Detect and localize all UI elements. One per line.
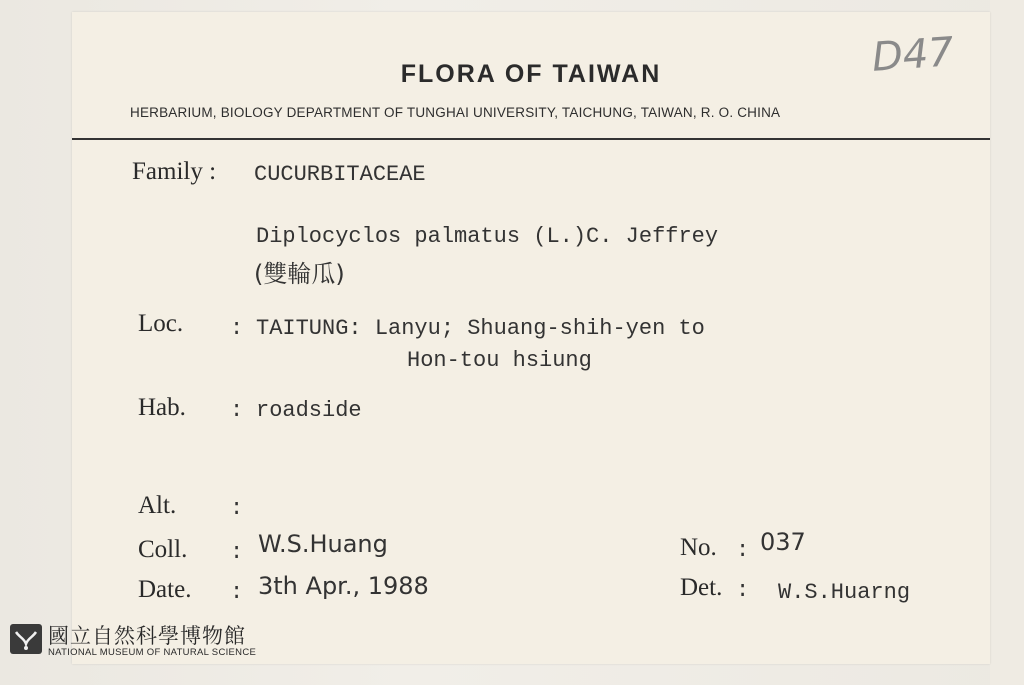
- loc-line-2: Hon-tou hsiung: [407, 348, 592, 373]
- no-label: No.: [680, 534, 717, 561]
- alt-colon: :: [230, 496, 244, 521]
- coll-value: W.S.Huang: [258, 530, 388, 558]
- date-colon: :: [230, 580, 244, 605]
- det-value: W.S.Huarng: [778, 580, 911, 605]
- no-value: 037: [760, 528, 806, 556]
- hab-label: Hab.: [138, 394, 186, 421]
- no-colon: :: [736, 538, 750, 563]
- coll-colon: :: [230, 540, 244, 565]
- alt-label: Alt.: [138, 492, 177, 519]
- family-value: CUCURBITACEAE: [254, 162, 426, 187]
- label-subtitle: HERBARIUM, BIOLOGY DEPARTMENT OF TUNGHAI UNIVERSITY, TAICHUNG, TAIWAN, R. O. CHINA: [130, 105, 781, 120]
- hab-value: roadside: [256, 398, 362, 423]
- header-divider: [72, 138, 990, 140]
- chinese-name: (雙輪瓜): [254, 260, 345, 288]
- species-name: Diplocyclos palmatus (L.)C. Jeffrey: [256, 224, 719, 249]
- det-label: Det.: [680, 574, 723, 601]
- specimen-label: [72, 12, 990, 664]
- date-value: 3th Apr., 1988: [258, 572, 429, 600]
- sheet-edge: [990, 0, 1024, 685]
- corner-note: D47: [870, 29, 956, 81]
- institution-name-en: NATIONAL MUSEUM OF NATURAL SCIENCE: [48, 647, 257, 658]
- hab-colon: :: [230, 398, 244, 423]
- institution-name-cn: 國立自然科學博物館: [48, 624, 246, 648]
- loc-colon: :: [230, 316, 244, 341]
- coll-label: Coll.: [138, 536, 188, 563]
- museum-logo-icon: [10, 624, 42, 654]
- loc-label: Loc.: [138, 310, 184, 337]
- date-label: Date.: [138, 576, 192, 603]
- loc-line-1: TAITUNG: Lanyu; Shuang-shih-yen to: [256, 316, 705, 341]
- det-colon: :: [736, 578, 750, 603]
- family-label: Family :: [132, 158, 217, 185]
- label-title: FLORA OF TAIWAN: [400, 60, 662, 88]
